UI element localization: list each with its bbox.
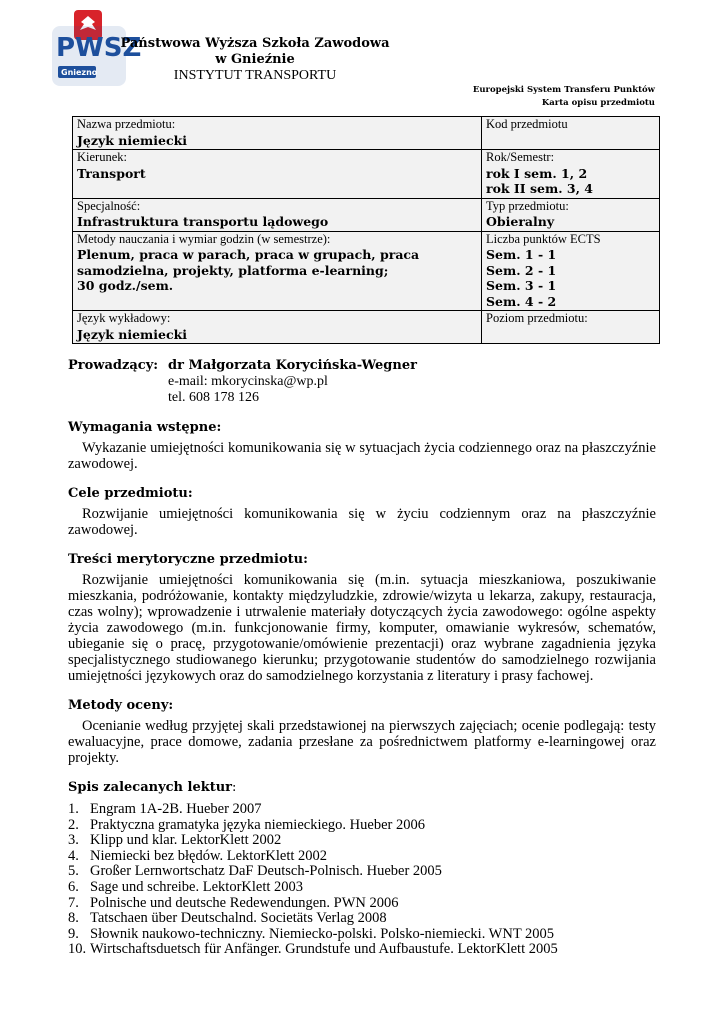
teaching-methods-value: Plenum, praca w parach, praca w grupach, praca [77, 247, 420, 262]
item-text: Engram 1A-2B. Hueber 2007 [90, 801, 262, 817]
lecturer-phone: tel. 608 178 126 [168, 390, 259, 405]
course-type-cell [482, 198, 660, 231]
cell-label: Nazwa przedmiotu: [77, 117, 176, 131]
section-text: Rozwijanie umiejętności komunikowania się (m.in. sytuacja mieszkaniowa, poszukiwanie mieszkania, podróżowanie, kontakty międzyludzkie, zdrowie/wizyta u lekarza, zakupy, restauracja, czas wolny); wprowadzenie i utrwalenie materiały dotyczących życia zawodowego: ogólne aspekty życia zawodowego (m.in. funkcjonowanie firmy, komputer, omawianie wykresów, schematów, ubieganie się o pracę, przygotowanie/omówienie prezentacji) oraz wybrane zagadnienia języka specjalistycznego studiowanego kierunku; przygotowanie studentów do samodzielnego rozwijania umiejętności językowych oraz do samodzielnego korzystania z literatury i prasy fachowej. [68, 572, 656, 684]
table-row [73, 117, 660, 150]
lecturer-block [68, 358, 656, 406]
section-text: Rozwijanie umiejętności komunikowania się w życiu codziennym oraz na płaszczyźnie zawodowej. [68, 506, 656, 538]
school-logo [52, 8, 142, 88]
list-item [68, 833, 656, 849]
specialty-cell [73, 198, 482, 231]
specialty-value: Infrastruktura transportu lądowego [77, 214, 329, 229]
cell-label: Poziom przedmiotu: [486, 311, 588, 325]
course-name-cell [73, 117, 482, 150]
table-row [73, 198, 660, 231]
course-name: Język niemiecki [77, 132, 187, 148]
reading-list [68, 802, 656, 958]
lecturer-label: Prowadzący: [68, 358, 159, 373]
item-text: Tatschaen über Deutschalnd. Societäts Verlag 2008 [90, 910, 387, 927]
item-text: Polnische und deutsche Redewendungen. PWN 2006 [90, 894, 399, 911]
item-number: 5. [68, 863, 79, 880]
item-text: Wirtschaftsduetsch für Anfänger. Grundstufe und Aufbaustufe. LektorKlett 2005 [90, 941, 558, 958]
table-row [73, 150, 660, 199]
institution-city: w Gnieźnie [215, 52, 295, 67]
cell-label: Kierunek: [77, 150, 127, 164]
cell-label: Typ przedmiotu: [486, 198, 569, 213]
institute-name: INSTYTUT TRANSPORTU [173, 68, 337, 83]
list-item [68, 911, 656, 927]
cell-label: Metody nauczania i wymiar godzin (w semestrze): [77, 231, 331, 246]
item-number: 10. [68, 941, 87, 958]
item-number: 6. [68, 878, 79, 895]
item-number: 8. [68, 910, 79, 927]
ects-points-value: Sem. 2 - 1 [486, 262, 557, 278]
section-heading: Metody oceny: [68, 698, 174, 713]
section-heading: Wymagania wstępne: [68, 420, 222, 435]
item-text: Großer Lernwortschatz DaF Deutsch-Polnisch. Hueber 2005 [90, 863, 442, 880]
year-semester-value: rok I sem. 1, 2 [486, 165, 588, 181]
logo-letters: PWSZ [56, 33, 142, 63]
teaching-hours-value: 30 godz./sem. [77, 278, 174, 293]
course-type-value: Obieralny [486, 214, 555, 229]
institution-name: Państwowa Wyższa Szkoła Zawodowa [120, 36, 390, 51]
item-number: 7. [68, 894, 79, 911]
item-number: 3. [68, 832, 79, 849]
table-row [73, 231, 660, 311]
item-text: Praktyczna gramatyka języka niemieckiego. Hueber 2006 [90, 816, 425, 833]
table-row [73, 311, 660, 344]
lecturer-details [168, 358, 417, 406]
ects-title: Europejski System Transferu Punktów [472, 85, 655, 95]
section-heading: Spis zalecanych lektur: [68, 780, 237, 795]
course-code-cell [482, 117, 660, 150]
cell-label: Rok/Semestr: [486, 150, 555, 164]
ects-points-cell [482, 231, 660, 311]
reading-title: Spis zalecanych lektur [68, 780, 233, 795]
institution-header [120, 36, 390, 84]
document-body [68, 358, 656, 958]
course-level-cell [482, 311, 660, 344]
year-semester-value: rok II sem. 3, 4 [486, 181, 594, 196]
item-number: 1. [68, 801, 79, 817]
item-text: Sage und schreibe. LektorKlett 2003 [90, 878, 304, 895]
cell-label: Specjalność: [77, 198, 141, 213]
item-number: 2. [68, 816, 79, 833]
course-info-table [72, 116, 660, 344]
ects-points-value: Sem. 4 - 2 [486, 293, 557, 309]
list-item [68, 864, 656, 880]
lecturer-name: dr Małgorzata Korycińska-Wegner [168, 358, 417, 373]
section-heading: Cele przedmiotu: [68, 486, 193, 501]
list-item [68, 942, 656, 958]
cell-label: Liczba punktów ECTS [486, 231, 601, 246]
item-text: Słownik naukowo-techniczny. Niemiecko-polski. Polsko-niemiecki. WNT 2005 [90, 925, 555, 942]
list-item [68, 927, 656, 943]
section-heading: Treści merytoryczne przedmiotu: [68, 552, 308, 567]
ects-points-value: Sem. 3 - 1 [486, 278, 557, 293]
cell-label: Język wykładowy: [77, 311, 171, 325]
ects-points-value: Sem. 1 - 1 [486, 247, 557, 262]
item-number: 4. [68, 847, 79, 864]
ects-header [473, 84, 655, 110]
field-cell [73, 150, 482, 199]
year-semester-cell [482, 150, 660, 199]
list-item [68, 896, 656, 912]
field-value: Transport [77, 165, 146, 181]
teaching-methods-value: samodzielna, projekty, platforma e-learning; [77, 262, 389, 278]
logo-city: Gniezno [61, 68, 98, 77]
item-number: 9. [68, 925, 79, 942]
language-value: Język niemiecki [77, 326, 187, 342]
item-text: Niemiecki bez błędów. LektorKlett 2002 [90, 847, 328, 864]
card-title: Karta opisu przedmiotu [541, 98, 655, 108]
list-item [68, 849, 656, 865]
section-text: Wykazanie umiejętności komunikowania się w sytuacjach życia codziennego oraz na płaszczyźnie zawodowej. [68, 440, 656, 472]
section-text: Ocenianie według przyjętej skali przedstawionej na pierwszych zajęciach; ocenie podlegają: testy ewaluacyjne, prace domowe, zadania przesłane za pośrednictwem platformy e-learningowej oraz projekty. [68, 718, 656, 766]
item-text: Klipp und klar. LektorKlett 2002 [90, 832, 282, 849]
list-item [68, 818, 656, 834]
list-item [68, 802, 656, 818]
cell-label: Kod przedmiotu [486, 117, 568, 131]
language-cell [73, 311, 482, 344]
list-item [68, 880, 656, 896]
lecturer-email: e-mail: mkorycinska@wp.pl [168, 374, 328, 389]
teaching-methods-cell [73, 231, 482, 311]
